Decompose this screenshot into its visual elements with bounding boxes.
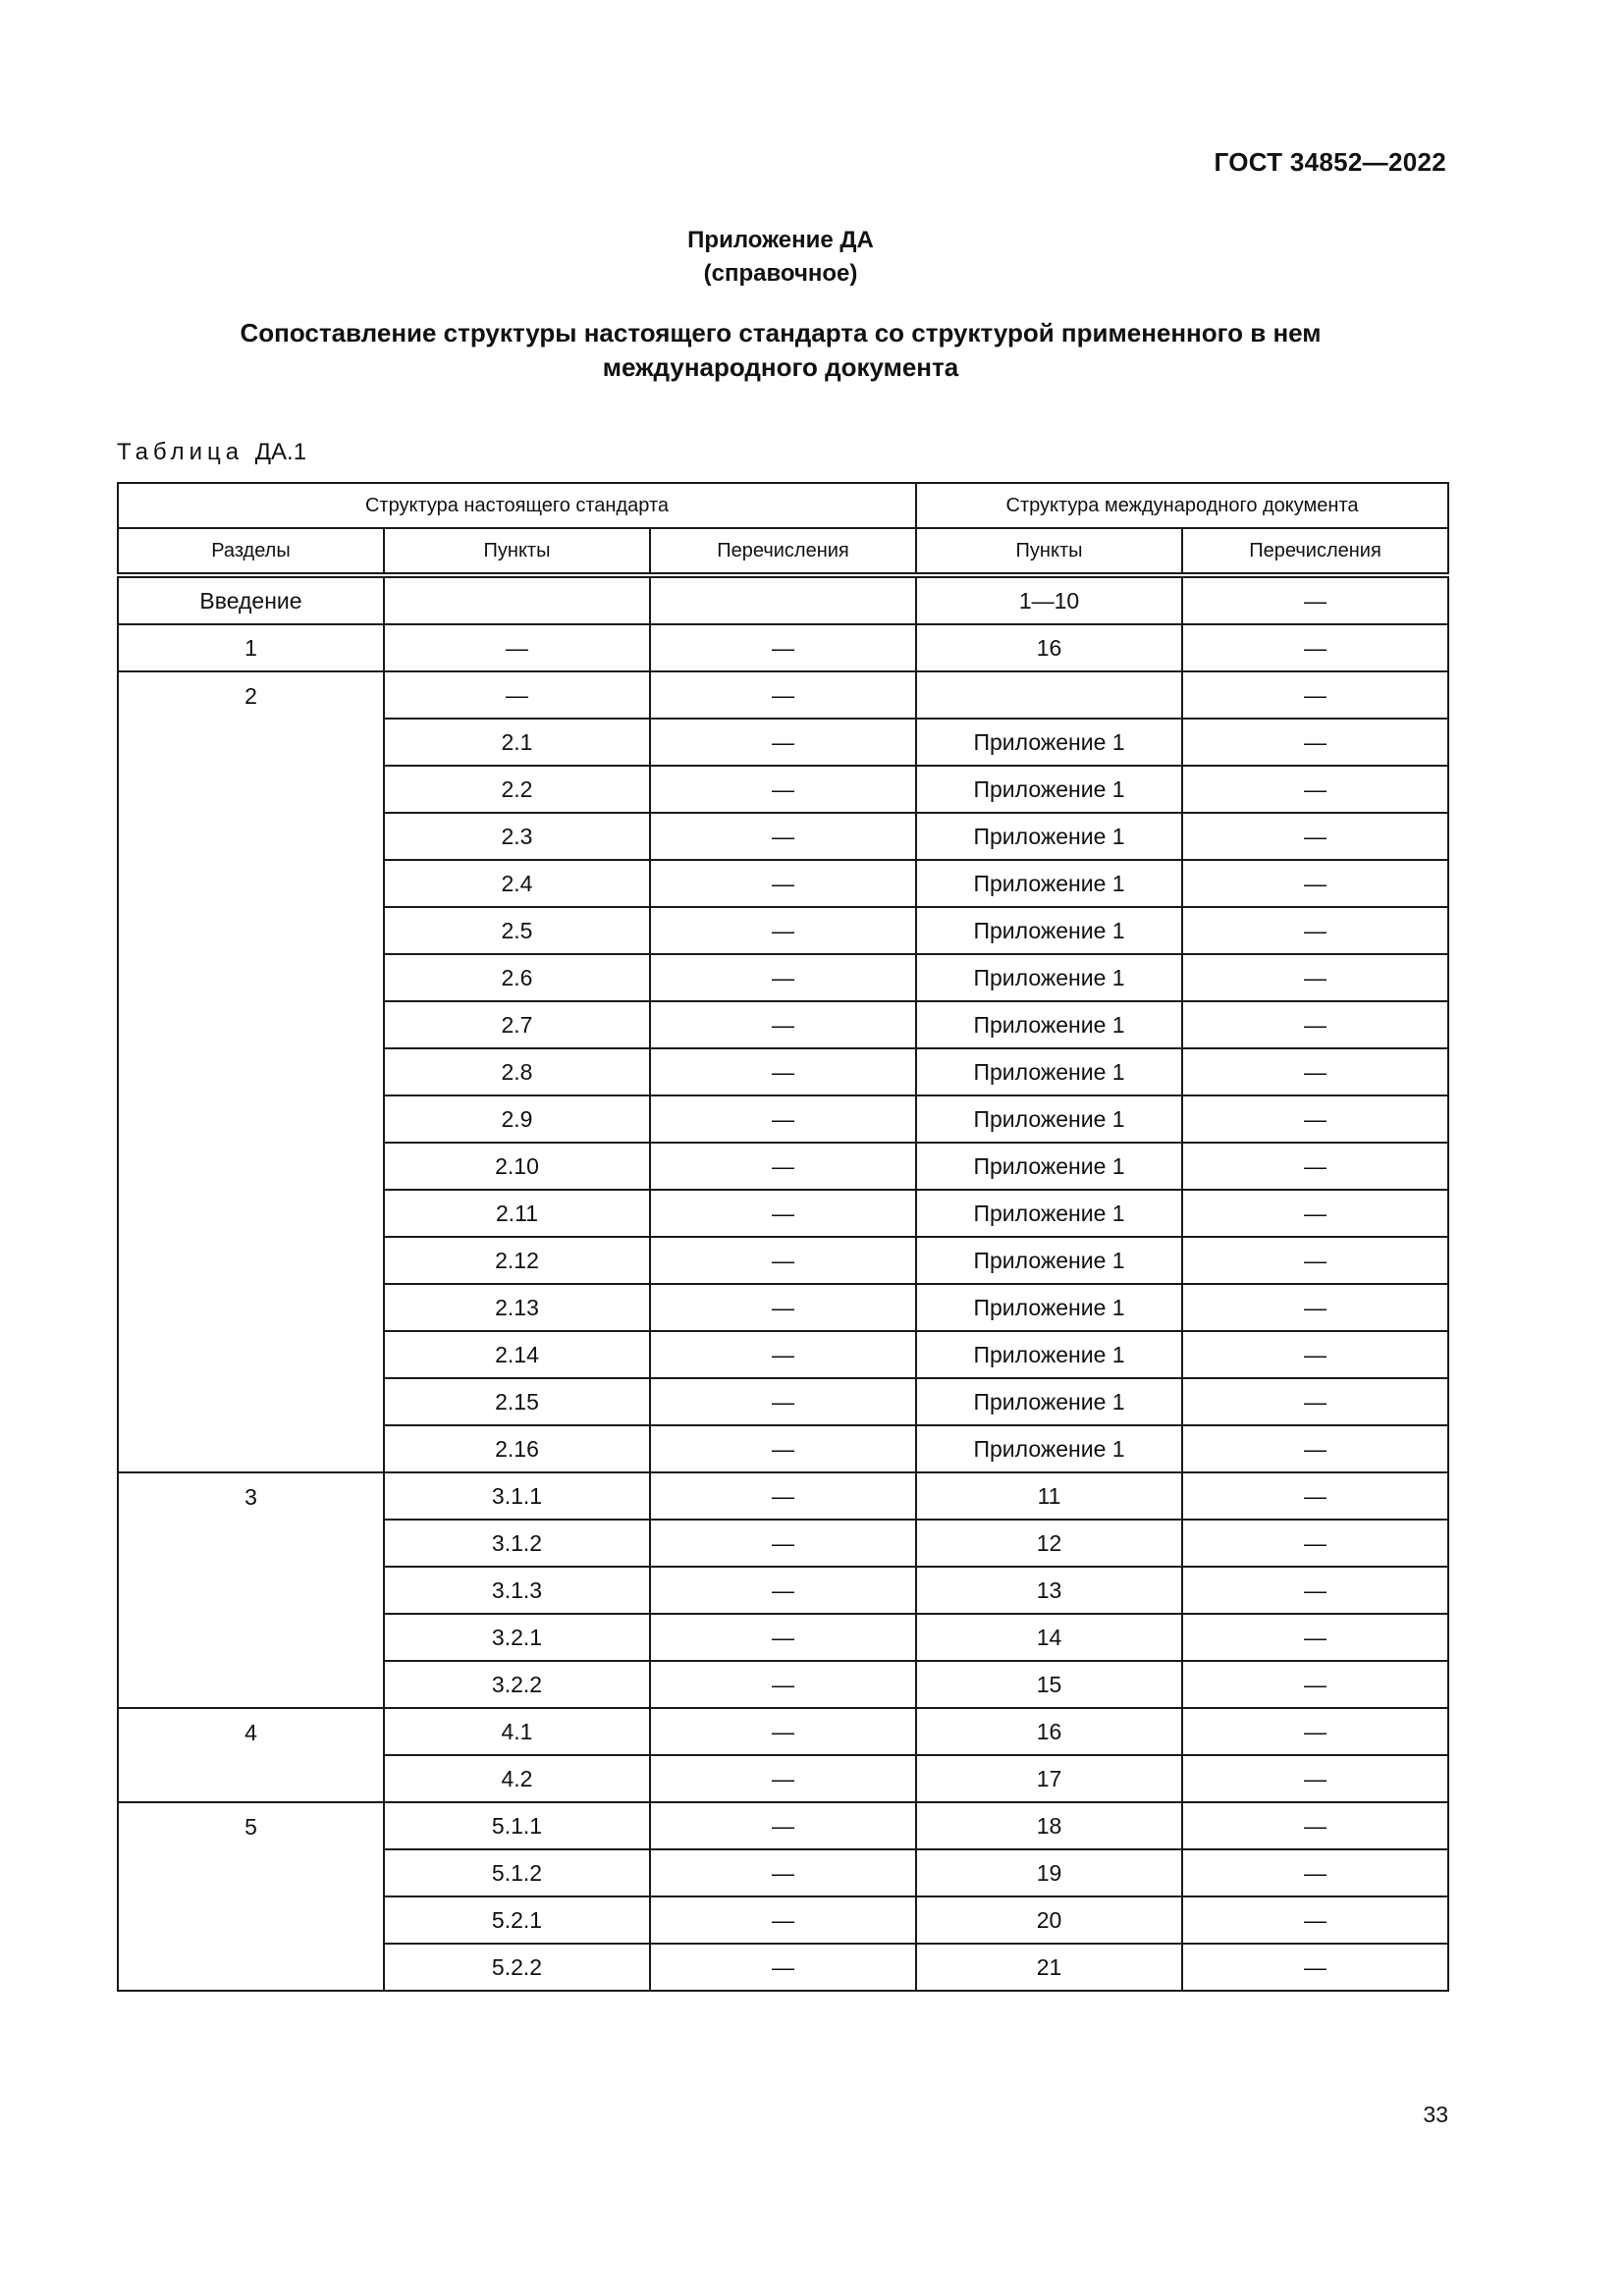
document-code: ГОСТ 34852—2022 bbox=[1214, 147, 1446, 177]
cell-intl-enumeration: — bbox=[1182, 1237, 1448, 1284]
table-row bbox=[118, 1802, 1448, 1849]
cell-enumeration: — bbox=[650, 1284, 916, 1331]
cell-intl-clause: Приложение 1 bbox=[916, 1425, 1182, 1472]
cell-intl-clause: 15 bbox=[916, 1661, 1182, 1708]
table-row-introduction bbox=[118, 575, 1448, 624]
cell-enumeration: — bbox=[650, 1237, 916, 1284]
cell-clause: 3.2.2 bbox=[384, 1661, 650, 1708]
cell-clause: 4.1 bbox=[384, 1708, 650, 1755]
cell-intl-clause: Приложение 1 bbox=[916, 1190, 1182, 1237]
cell-intl-clause: Приложение 1 bbox=[916, 1143, 1182, 1190]
cell-intl-clause: Приложение 1 bbox=[916, 1095, 1182, 1143]
cell-intl-clause: 16 bbox=[916, 1708, 1182, 1755]
cell-intl-clause: 21 bbox=[916, 1944, 1182, 1991]
cell-enumeration: — bbox=[650, 1001, 916, 1048]
cell-intl-enumeration: — bbox=[1182, 719, 1448, 766]
cell-enumeration: — bbox=[650, 1520, 916, 1567]
cell-enumeration: — bbox=[650, 671, 916, 719]
cell-clause: — bbox=[384, 671, 650, 719]
cell-enumeration: — bbox=[650, 907, 916, 954]
cell-intl-enumeration: — bbox=[1182, 1331, 1448, 1378]
cell-enumeration: — bbox=[650, 1378, 916, 1425]
table-column-header-row bbox=[118, 528, 1448, 575]
cell-clause: 2.8 bbox=[384, 1048, 650, 1095]
header-intl-enumerations: Перечисления bbox=[1182, 528, 1448, 575]
cell-enumeration: — bbox=[650, 766, 916, 813]
cell-enumeration: — bbox=[650, 1143, 916, 1190]
cell-enumeration: — bbox=[650, 1567, 916, 1614]
cell-intl-enumeration: — bbox=[1182, 766, 1448, 813]
table-caption-label: Таблица bbox=[117, 439, 244, 465]
cell-enumeration: — bbox=[650, 1331, 916, 1378]
cell-intl-enumeration: — bbox=[1182, 1425, 1448, 1472]
cell-intl-clause: 16 bbox=[916, 624, 1182, 671]
cell-clause bbox=[384, 575, 650, 624]
cell-enumeration: — bbox=[650, 954, 916, 1001]
table-row bbox=[118, 1708, 1448, 1755]
cell-clause: 2.7 bbox=[384, 1001, 650, 1048]
cell-section: Введение bbox=[118, 575, 384, 624]
cell-enumeration: — bbox=[650, 1614, 916, 1661]
cell-intl-enumeration: — bbox=[1182, 1143, 1448, 1190]
cell-section: 2 bbox=[118, 671, 384, 1472]
cell-clause: 5.2.2 bbox=[384, 1944, 650, 1991]
cell-enumeration: — bbox=[650, 1048, 916, 1095]
cell-intl-enumeration: — bbox=[1182, 1661, 1448, 1708]
cell-clause: 3.1.2 bbox=[384, 1520, 650, 1567]
cell-clause: — bbox=[384, 624, 650, 671]
cell-intl-enumeration: — bbox=[1182, 1896, 1448, 1944]
cell-intl-enumeration: — bbox=[1182, 907, 1448, 954]
cell-clause: 2.1 bbox=[384, 719, 650, 766]
cell-enumeration: — bbox=[650, 813, 916, 860]
cell-section: 3 bbox=[118, 1472, 384, 1708]
cell-clause: 5.2.1 bbox=[384, 1896, 650, 1944]
header-international-structure: Структура международного документа bbox=[916, 483, 1448, 528]
cell-intl-enumeration: — bbox=[1182, 575, 1448, 624]
cell-clause: 2.5 bbox=[384, 907, 650, 954]
header-intl-clauses: Пункты bbox=[916, 528, 1182, 575]
table-row-section-1 bbox=[118, 624, 1448, 671]
cell-intl-clause: 18 bbox=[916, 1802, 1182, 1849]
cell-intl-clause: Приложение 1 bbox=[916, 1378, 1182, 1425]
cell-clause: 2.3 bbox=[384, 813, 650, 860]
table-group-header-row bbox=[118, 483, 1448, 528]
header-sections: Разделы bbox=[118, 528, 384, 575]
cell-intl-clause: Приложение 1 bbox=[916, 954, 1182, 1001]
cell-intl-clause: 14 bbox=[916, 1614, 1182, 1661]
annex-heading bbox=[0, 224, 1561, 291]
header-clauses: Пункты bbox=[384, 528, 650, 575]
cell-clause: 5.1.1 bbox=[384, 1802, 650, 1849]
cell-intl-enumeration: — bbox=[1182, 813, 1448, 860]
cell-clause: 2.12 bbox=[384, 1237, 650, 1284]
cell-intl-clause: Приложение 1 bbox=[916, 1331, 1182, 1378]
table-row bbox=[118, 1472, 1448, 1520]
cell-intl-clause: 17 bbox=[916, 1755, 1182, 1802]
cell-clause: 2.10 bbox=[384, 1143, 650, 1190]
cell-clause: 2.4 bbox=[384, 860, 650, 907]
cell-clause: 2.2 bbox=[384, 766, 650, 813]
cell-section: 4 bbox=[118, 1708, 384, 1802]
page-number: 33 bbox=[1423, 2102, 1448, 2127]
cell-intl-enumeration: — bbox=[1182, 1095, 1448, 1143]
cell-clause: 2.14 bbox=[384, 1331, 650, 1378]
cell-enumeration bbox=[650, 575, 916, 624]
cell-enumeration: — bbox=[650, 719, 916, 766]
cell-enumeration: — bbox=[650, 1708, 916, 1755]
cell-intl-enumeration: — bbox=[1182, 1520, 1448, 1567]
section-title bbox=[0, 316, 1561, 385]
cell-clause: 4.2 bbox=[384, 1755, 650, 1802]
cell-clause: 2.16 bbox=[384, 1425, 650, 1472]
cell-intl-enumeration: — bbox=[1182, 671, 1448, 719]
cell-enumeration: — bbox=[650, 1896, 916, 1944]
cell-intl-clause: Приложение 1 bbox=[916, 813, 1182, 860]
annex-title: Приложение ДА bbox=[687, 227, 874, 253]
cell-intl-enumeration: — bbox=[1182, 1944, 1448, 1991]
table-caption bbox=[117, 439, 306, 466]
cell-clause: 3.2.1 bbox=[384, 1614, 650, 1661]
cell-intl-clause: Приложение 1 bbox=[916, 1048, 1182, 1095]
cell-intl-enumeration: — bbox=[1182, 1802, 1448, 1849]
annex-kind: (справочное) bbox=[703, 260, 858, 287]
cell-intl-enumeration: — bbox=[1182, 1472, 1448, 1520]
cell-enumeration: — bbox=[650, 1944, 916, 1991]
cell-intl-clause: Приложение 1 bbox=[916, 860, 1182, 907]
cell-clause: 2.9 bbox=[384, 1095, 650, 1143]
cell-intl-enumeration: — bbox=[1182, 1849, 1448, 1896]
cell-enumeration: — bbox=[650, 1849, 916, 1896]
cell-enumeration: — bbox=[650, 1095, 916, 1143]
cell-intl-enumeration: — bbox=[1182, 1614, 1448, 1661]
cell-intl-clause: Приложение 1 bbox=[916, 766, 1182, 813]
cell-intl-clause: 13 bbox=[916, 1567, 1182, 1614]
header-enumerations: Перечисления bbox=[650, 528, 916, 575]
cell-intl-enumeration: — bbox=[1182, 624, 1448, 671]
cell-intl-enumeration: — bbox=[1182, 1567, 1448, 1614]
cell-enumeration: — bbox=[650, 1802, 916, 1849]
cell-intl-clause: 1—10 bbox=[916, 575, 1182, 624]
structure-comparison-table bbox=[117, 482, 1449, 1992]
cell-intl-clause: Приложение 1 bbox=[916, 1001, 1182, 1048]
cell-clause: 2.15 bbox=[384, 1378, 650, 1425]
cell-intl-clause: Приложение 1 bbox=[916, 907, 1182, 954]
cell-intl-enumeration: — bbox=[1182, 1378, 1448, 1425]
cell-enumeration: — bbox=[650, 1472, 916, 1520]
cell-enumeration: — bbox=[650, 1425, 916, 1472]
section-title-line-1: Сопоставление структуры настоящего стандарта со структурой примененного в нем bbox=[240, 318, 1322, 347]
cell-section: 5 bbox=[118, 1802, 384, 1991]
cell-clause: 2.6 bbox=[384, 954, 650, 1001]
cell-clause: 5.1.2 bbox=[384, 1849, 650, 1896]
cell-intl-enumeration: — bbox=[1182, 1284, 1448, 1331]
section-title-line-2: международного документа bbox=[602, 352, 959, 382]
cell-clause: 2.11 bbox=[384, 1190, 650, 1237]
cell-intl-enumeration: — bbox=[1182, 1190, 1448, 1237]
table-caption-number: ДА.1 bbox=[254, 439, 307, 465]
cell-intl-enumeration: — bbox=[1182, 954, 1448, 1001]
cell-intl-clause: 20 bbox=[916, 1896, 1182, 1944]
cell-clause: 3.1.1 bbox=[384, 1472, 650, 1520]
cell-intl-clause bbox=[916, 671, 1182, 719]
cell-intl-clause: 19 bbox=[916, 1849, 1182, 1896]
cell-clause: 2.13 bbox=[384, 1284, 650, 1331]
cell-enumeration: — bbox=[650, 1661, 916, 1708]
cell-intl-enumeration: — bbox=[1182, 1001, 1448, 1048]
cell-intl-clause: 12 bbox=[916, 1520, 1182, 1567]
header-standard-structure: Структура настоящего стандарта bbox=[118, 483, 916, 528]
cell-intl-clause: Приложение 1 bbox=[916, 1284, 1182, 1331]
cell-intl-clause: 11 bbox=[916, 1472, 1182, 1520]
cell-section: 1 bbox=[118, 624, 384, 671]
cell-enumeration: — bbox=[650, 1755, 916, 1802]
cell-clause: 3.1.3 bbox=[384, 1567, 650, 1614]
cell-intl-clause: Приложение 1 bbox=[916, 1237, 1182, 1284]
cell-intl-enumeration: — bbox=[1182, 860, 1448, 907]
cell-intl-enumeration: — bbox=[1182, 1048, 1448, 1095]
cell-intl-clause: Приложение 1 bbox=[916, 719, 1182, 766]
table-row bbox=[118, 671, 1448, 719]
cell-enumeration: — bbox=[650, 1190, 916, 1237]
cell-intl-enumeration: — bbox=[1182, 1755, 1448, 1802]
cell-enumeration: — bbox=[650, 860, 916, 907]
cell-enumeration: — bbox=[650, 624, 916, 671]
cell-intl-enumeration: — bbox=[1182, 1708, 1448, 1755]
